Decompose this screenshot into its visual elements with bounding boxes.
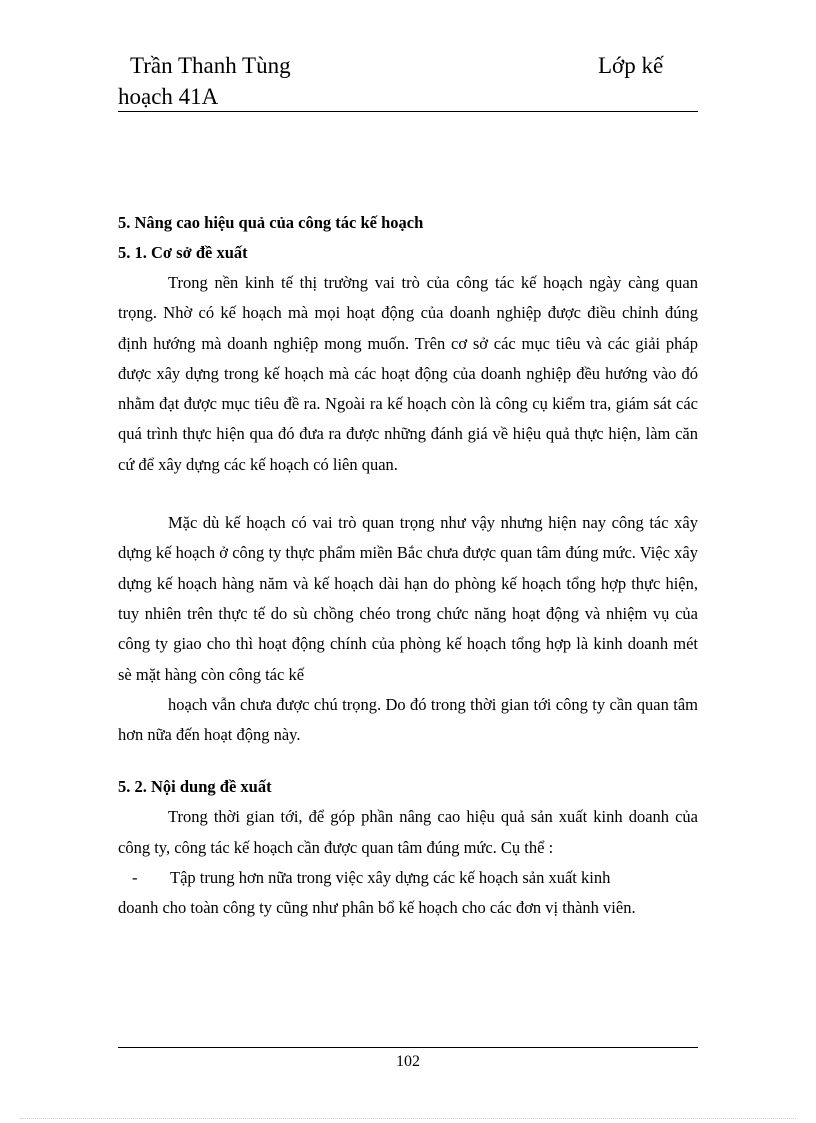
- bullet-dash: -: [132, 868, 138, 888]
- bullet-item: [118, 863, 698, 893]
- header-divider: [118, 111, 698, 112]
- bullet-text-continuation: doanh cho toàn công ty cũng như phân bổ kế hoạch cho các đơn vị thành viên.: [118, 898, 636, 918]
- page-edge-dotted-line: [20, 1118, 796, 1119]
- paragraph-basis-2-tail: hoạch vẫn chưa được chú trọng. Do đó trong thời gian tới công ty cần quan tâm hơn nữa đến hoạt động này.: [118, 694, 698, 745]
- subsection-title-basis: 5. 1. Cơ sở đề xuất: [118, 243, 248, 262]
- paragraph-content-1: Trong thời gian tới, để góp phần nâng cao hiệu quả sản xuất kinh doanh của công ty, công tác kế hoạch cần được quan tâm đúng mức. Cụ thể :: [118, 807, 698, 857]
- paragraph-spacer: [118, 750, 698, 772]
- page-header: [118, 50, 698, 112]
- paragraph-basis-2: Mặc dù kế hoạch có vai trò quan trọng như vậy nhưng hiện nay công tác xây dựng kế hoạch ở công ty thực phẩm miền Bắc chưa được quan tâm đúng mức. Việc xây dựng kế hoạch hàng năm và kế hoạch dài hạn do phòng kế hoạch tổng hợp thực hiện, tuy nhiên trên thực tế do sù chồng chéo trong chức năng hoạt động và nhiệm vụ của công ty giao cho thì hoạt động chính của phòng kế hoạch tổng hợp là kinh doanh mét sè mặt hàng còn công tác kế: [118, 513, 698, 684]
- paragraph-basis-1: Trong nền kinh tế thị trường vai trò của công tác kế hoạch ngày càng quan trọng. Nhờ có kế hoạch mà mọi hoạt động của doanh nghiệp được điều chỉnh đúng định hướng mà doanh nghiệp mong muốn. Trên cơ sở các mục tiêu và các giải pháp được xây dựng trong kế hoạch mà các hoạt động của doanh nghiệp đều hướng vào đó nhằm đạt được mục tiêu đề ra. Ngoài ra kế hoạch còn là công cụ kiểm tra, giám sát các quá trình thực hiện qua đó đưa ra được những đánh giá về hiệu quả thực hiện, làm căn cứ để xây dựng các kế hoạch có liên quan.: [118, 273, 698, 474]
- header-row: [118, 50, 698, 81]
- paragraph-spacer: [118, 480, 698, 508]
- bullet-text-first-line: Tập trung hơn nữa trong việc xây dựng các kế hoạch sản xuất kinh: [170, 868, 611, 888]
- header-author: Trần Thanh Tùng: [130, 53, 291, 78]
- page-body: [118, 208, 698, 924]
- header-class-part1: Lớp kế: [598, 53, 664, 78]
- footer-divider: [118, 1047, 698, 1048]
- page-number: 102: [396, 1053, 420, 1070]
- header-class-part2: hoạch 41A: [118, 84, 219, 109]
- section-title: 5. Nâng cao hiệu quả của công tác kế hoạch: [118, 213, 424, 232]
- subsection-title-content: 5. 2. Nội dung đề xuất: [118, 777, 272, 797]
